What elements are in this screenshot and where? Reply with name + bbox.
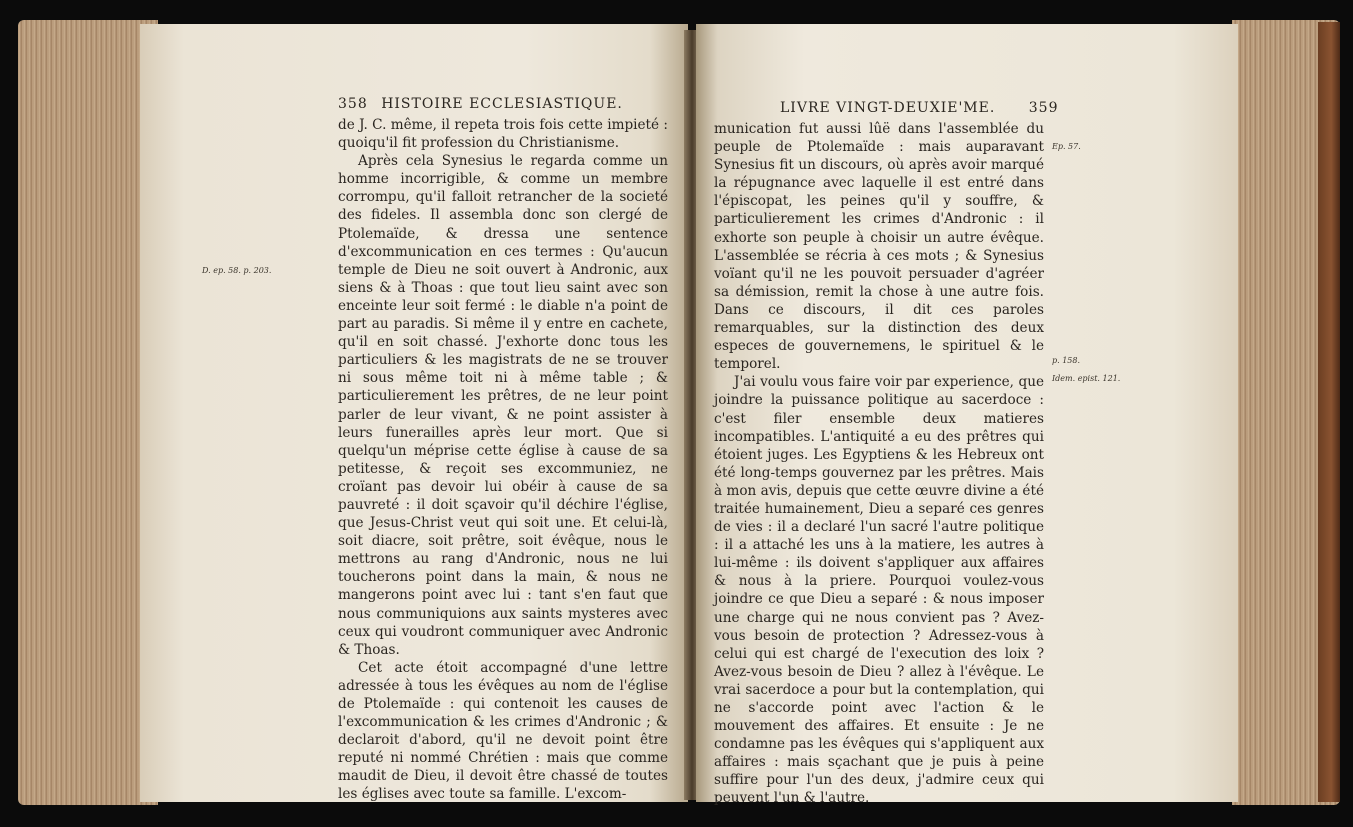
right-body-text [714,120,1044,808]
right-running-head [780,100,1059,116]
paragraph: Cet acte étoit accompagné d'une lettre adressée à tous les évêques au nom de l'église de Ptolemaïde : qui contenoit les causes de l'excommunication & les crimes d'Andronic ; & declaroit d'abord, qu'il ne devoit point être reputé ni nommé Chrétien : mais que comme maudit de Dieu, il devoit être chassé de toutes les églises avec toute sa famille. L'excom- [338,659,668,803]
left-body-text [338,116,668,804]
paragraph: J'ai voulu vous faire voir par experience, que joindre la puissance politique au sacerdoce : c'est filer ensemble deux matieres incompatibles. L'antiquité a eu des prêtres qui étoient juges. Les Egyptiens & les Hebreux ont été long-temps gouvernez par les prêtres. Mais à mon avis, depuis que cette œuvre divine a été traitée humainement, Dieu a separé ces genres de vies : il a declaré l'un sacré l'autre politique : il a attaché les uns à la matiere, les autres à lui-même : ils doivent s'appliquer aux affaires & nous à la priere. Pourquoi voulez-vous joindre ce que Dieu a separé : & nous imposer une charge qui ne nous convient pas ? Avez-vous besoin de protection ? Adressez-vous à celui qui est chargé de l'execution des loix ? Avez-vous besoin de Dieu ? allez à l'évêque. Le vrai sacerdoce a pour but la contemplation, qui ne s'accorde point avec l'action & le mouvement des affaires. Et ensuite : Je ne condamne pas les évêques qui s'appliquent aux affaires : mais sçachant que je puis à peine suffire pour l'un des deux, j'admire ceux qui peuvent l'un & l'autre. [714,374,1044,807]
leather-cover [1318,22,1340,802]
right-margin-note: Ep. 57. [1052,142,1081,151]
right-running-title: LIVRE VINGT-DEUXIE'ME. [780,100,996,116]
left-running-title: HISTOIRE ECCLESIASTIQUE. [381,96,623,112]
left-margin-note: D. ep. 58. p. 203. [202,266,272,275]
paragraph: Après cela Synesius le regarda comme un homme incorrigible, & comme un membre corrompu, qu'il falloit retrancher de la societé des fideles. Il assembla donc son clergé de Ptolemaïde, & dressa une sentence d'excommunication en ces termes : Qu'aucun temple de Dieu ne soit ouvert à Andronic, aux siens & à Thoas : que tout lieu saint avec son enceinte leur soit fermé : le diable n'a point de part au paradis. Si même il y entre en cachete, qu'il en soit chassé. J'exhorte donc tous les particuliers & les magistrats de ne se trouver ni sous même toit ni à même table ; & particulierement les prêtres, de ne leur point parler de leur vivant, & ne point assister à leurs funerailles après leur mort. Que si quelqu'un méprise cette église à cause de sa petitesse, & reçoit ses excommuniez, ne croïant pas devoir lui obéir à cause de sa pauvreté : il doit sçavoir qu'il déchire l'église, que Jesus-Christ veut qui soit une. Et celui-là, soit diacre, soit prêtre, soit évêque, nous le mettrons au rang d'Andronic, nous ne lui toucherons point dans la main, & nous ne mangerons point avec lui : tant s'en faut que nous communiquions aux saints mysteres avec ceux qui voudront communiquer avec Andronic & Thoas. [338,153,668,658]
right-page [696,24,1238,807]
left-folio: 358 [338,96,368,112]
left-running-head [338,96,623,112]
right-margin-note: p. 158. [1052,356,1081,365]
paragraph: munication fut aussi lûë dans l'assemblée du peuple de Ptolemaïde : mais auparavant Synesius fit un discours, où après avoir marqué la répugnance avec laquelle il est entré dans l'épiscopat, les peines qu'il y souffre, & particulierement les crimes d'Andronic : il exhorte son peuple à choisir un autre évêque. L'assemblée se récria à ces mots ; & Synesius voïant qu'il ne les pouvoit persuader d'agréer sa démission, remit la chose à une autre fois. Dans ce discours, il dit ces paroles remarquables, sur la distinction des deux especes de gouvernemens, le spirituel & le temporel. [714,121,1044,373]
paragraph: de J. C. même, il repeta trois fois cette impieté : quoiqu'il fit profession du Christianisme. [338,117,668,152]
right-folio: 359 [1028,100,1059,116]
right-margin-note: Idem. epist. 121. [1052,374,1121,383]
left-page-edges [18,20,158,805]
left-page [140,24,688,802]
